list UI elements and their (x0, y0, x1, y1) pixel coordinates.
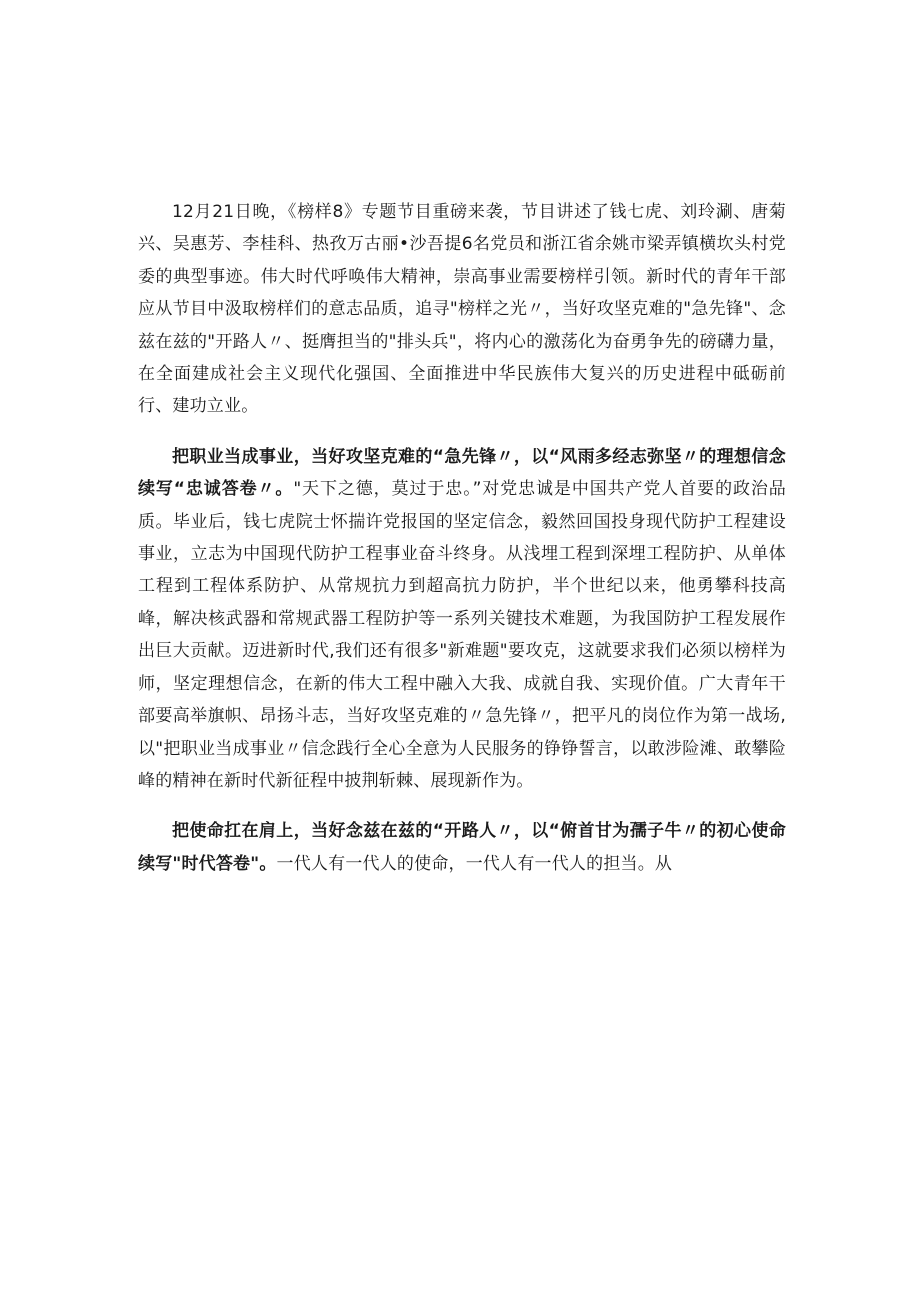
document-body (138, 196, 786, 898)
section-paragraph-career (138, 441, 786, 797)
paragraph-text: "天下之德，莫过于忠。”对党忠诚是中国共产党人首要的政治品质。毕业后，钱七虎院士怀揣许党报国的坚定信念，毅然回国投身现代防护工程建设事业，立志为中国现代防护工程事业奋斗终身。从浅埋工程到深埋工程防护、从单体工程到工程体系防护、从常规抗力到超高抗力防护，半个世纪以来，他勇攀科技高峰，解决核武器和常规武器工程防护等一系列关键技术难题，为我国防护工程发展作出巨大贡献。迈进新时代,我们还有很多"新难题"要攻克，这就要求我们必须以榜样为师，坚定理想信念，在新的伟大工程中融入大我、成就自我、实现价值。广大青年干部要高举旗帜、昂扬斗志，当好攻坚克难的〃急先锋〃，把平凡的岗位作为第一战场,以"把职业当成事业〃信念践行全心全意为人民服务的铮铮誓言，以敢涉险滩、敢攀险峰的精神在新时代新征程中披荆斩棘、展现新作为。 (138, 479, 786, 791)
paragraph-lead: 把使命扛在肩上，当好念兹在兹的“开路人〃，以“俯首甘为孺子牛〃的初心使命续写"时代答卷"。 (138, 821, 786, 874)
section-paragraph-mission (138, 815, 786, 880)
intro-paragraph (138, 196, 786, 423)
paragraph-lead: 把职业当成事业，当好攻坚克难的“急先锋〃，以“风雨多经志弥坚〃的理想信念续写“忠诚答卷〃。 (138, 446, 786, 500)
paragraph-text: 12月21日晚，《榜样8》专题节目重磅来袭，节目讲述了钱七虎、刘玲涮、唐菊兴、吴惠芳、李桂科、热孜万古丽•沙吾提6名党员和浙江省余姚市梁弄镇横坎头村党委的典型事迹。伟大时代呼唤伟大精神，崇高事业需要榜样引领。新时代的青年干部应从节目中汲取榜样们的意志品质，追寻"榜样之光〃，当好攻坚克难的"急先锋"、念兹在兹的"开路人〃、挺膺担当的"排头兵"，将内心的激荡化为奋勇争先的磅礴力量，在全面建成社会主义现代化强国、全面推进中华民族伟大复兴的历史进程中砥砺前行、建功立业。 (138, 202, 786, 417)
paragraph-text: 一代人有一代人的使命，一代人有一代人的担当。从 (276, 853, 673, 874)
